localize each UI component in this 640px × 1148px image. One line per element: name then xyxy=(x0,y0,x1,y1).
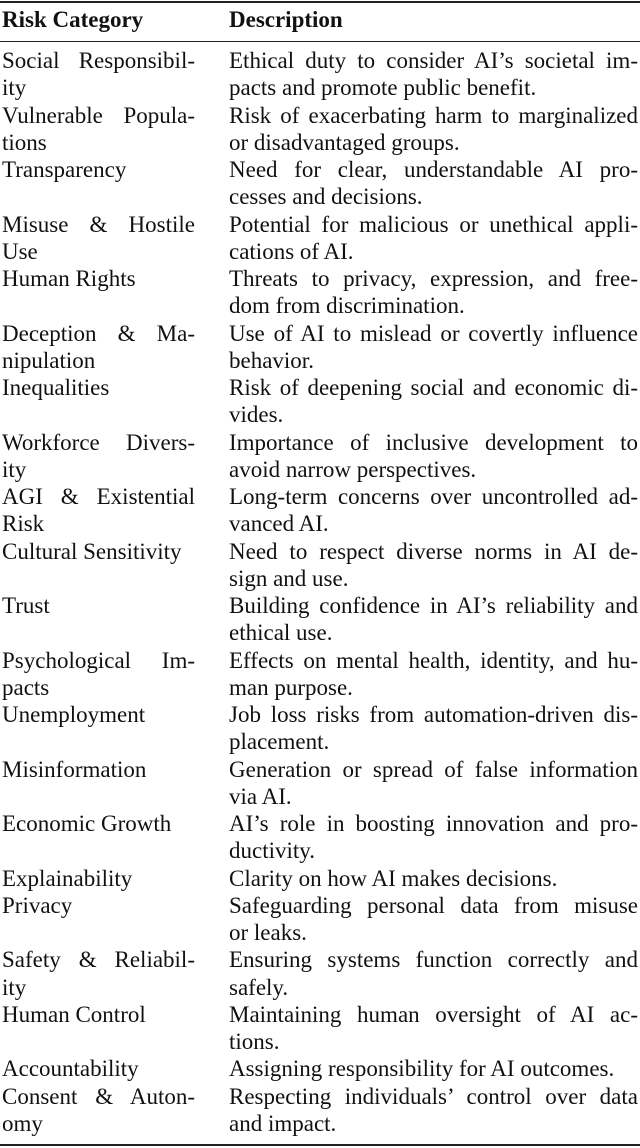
description-line: safely. xyxy=(229,974,289,1000)
description-line: tions. xyxy=(229,1029,280,1054)
risk-category-cell xyxy=(2,865,195,892)
risk-category-cell xyxy=(2,592,195,647)
description-cell xyxy=(229,320,638,375)
category-line: AGI & Existential xyxy=(2,484,195,509)
table-row xyxy=(0,320,640,375)
description-cell xyxy=(229,701,638,756)
description-cell xyxy=(229,374,638,429)
description-line: or leaks. xyxy=(229,920,307,945)
description-line: Risk of exacerbating harm to marginalized xyxy=(229,102,638,128)
risk-category-cell xyxy=(2,320,195,375)
category-line: Transparency xyxy=(2,157,127,182)
table-row xyxy=(0,265,640,320)
category-line: Human Control xyxy=(2,1001,146,1027)
description-cell xyxy=(229,265,638,320)
table-row xyxy=(0,538,640,593)
table-row xyxy=(0,211,640,266)
description-cell xyxy=(229,156,638,211)
risk-category-cell xyxy=(2,483,195,538)
category-line xyxy=(2,837,195,864)
description-line: ductivity. xyxy=(229,838,316,864)
category-line: Vulnerable Popula- xyxy=(2,102,195,128)
description-line: Importance of inclusive development to xyxy=(229,429,638,455)
description-line: Use of AI to mislead or covertly influence xyxy=(229,320,638,346)
description-line: or disadvantaged groups. xyxy=(229,129,460,155)
category-line xyxy=(2,1028,195,1055)
category-line: Risk xyxy=(2,511,45,537)
description-cell xyxy=(229,1083,638,1138)
category-line: Trust xyxy=(2,593,50,618)
table-row xyxy=(0,156,640,211)
category-line xyxy=(2,619,195,646)
description-line: avoid narrow perspectives. xyxy=(229,456,477,482)
description-cell xyxy=(229,756,638,811)
description-cell xyxy=(229,1001,638,1056)
description-cell xyxy=(229,102,638,157)
description-line: via AI. xyxy=(229,783,292,809)
description-cell xyxy=(229,47,638,102)
description-cell xyxy=(229,892,638,947)
description-cell xyxy=(229,946,638,1001)
category-line xyxy=(2,292,195,319)
risk-category-cell xyxy=(2,756,195,811)
header-description: Description xyxy=(229,7,343,32)
risk-category-cell xyxy=(2,211,195,266)
category-line xyxy=(2,728,195,755)
category-line: Psychological Im- xyxy=(2,647,195,673)
risk-category-cell xyxy=(2,102,195,157)
description-line: Risk of deepening social and economic di- xyxy=(229,375,638,400)
table-row xyxy=(0,756,640,811)
description-line: dom from discrimination. xyxy=(229,293,465,319)
description-line: Long-term concerns over uncontrolled ad- xyxy=(229,484,638,509)
description-line: cesses and decisions. xyxy=(229,184,423,210)
description-line: Need to respect diverse norms in AI de- xyxy=(229,538,638,564)
category-line: Accountability xyxy=(2,1056,139,1082)
category-line: Privacy xyxy=(2,892,73,918)
risk-category-cell xyxy=(2,701,195,756)
description-cell xyxy=(229,483,638,538)
description-line: man purpose. xyxy=(229,674,353,700)
risk-category-cell xyxy=(2,1001,195,1056)
description-cell xyxy=(229,1055,638,1082)
description-line: behavior. xyxy=(229,347,314,373)
risk-category-cell xyxy=(2,47,195,102)
description-cell xyxy=(229,592,638,647)
category-line: Misinformation xyxy=(2,756,147,782)
description-line: AI’s role in boosting innovation and pro- xyxy=(229,811,638,836)
category-line: Safety & Reliabil- xyxy=(2,947,195,973)
category-line: ity xyxy=(2,456,27,482)
table-row xyxy=(0,1001,640,1056)
description-cell xyxy=(229,865,638,892)
table-row xyxy=(0,647,640,702)
category-line xyxy=(2,919,195,946)
header-rule xyxy=(0,41,640,42)
description-cell xyxy=(229,429,638,484)
risk-category-cell xyxy=(2,1055,195,1082)
description-line: Generation or spread of false information xyxy=(229,756,638,782)
category-line: Consent & Auton- xyxy=(2,1083,195,1109)
risk-category-cell xyxy=(2,647,195,702)
category-line: tions xyxy=(2,129,47,155)
category-line xyxy=(2,401,195,428)
category-line: pacts xyxy=(2,674,50,700)
risk-category-cell xyxy=(2,429,195,484)
description-line: vanced AI. xyxy=(229,511,329,537)
description-line: sign and use. xyxy=(229,565,349,591)
table-body xyxy=(0,47,640,1137)
description-line: Assigning responsibility for AI outcomes. xyxy=(229,1056,615,1082)
description-line: Potential for malicious or unethical appli- xyxy=(229,211,638,237)
category-line: Workforce Divers- xyxy=(2,429,195,455)
risk-category-cell xyxy=(2,810,195,865)
category-line: Inequalities xyxy=(2,375,110,400)
category-line: Human Rights xyxy=(2,266,136,291)
category-line: Cultural Sensitivity xyxy=(2,538,182,564)
description-line: Safeguarding personal data from misuse xyxy=(229,892,638,918)
category-line xyxy=(2,565,195,592)
table-row xyxy=(0,483,640,538)
description-line: Ethical duty to consider AI’s societal im- xyxy=(229,48,638,73)
table-row xyxy=(0,1083,640,1138)
description-line: Job loss risks from automation-driven dis- xyxy=(229,702,638,727)
category-line: Explainability xyxy=(2,865,133,891)
table-row xyxy=(0,1055,640,1082)
description-line: and impact. xyxy=(229,1110,337,1136)
description-line: Need for clear, understandable AI pro- xyxy=(229,157,638,182)
table-row xyxy=(0,701,640,756)
description-line: vides. xyxy=(229,402,284,428)
category-line xyxy=(2,783,195,810)
table-row xyxy=(0,47,640,102)
table-row xyxy=(0,946,640,1001)
category-line: Misuse & Hostile xyxy=(2,211,195,237)
description-cell xyxy=(229,211,638,266)
category-line: omy xyxy=(2,1110,43,1136)
category-line: ity xyxy=(2,974,27,1000)
risk-category-cell xyxy=(2,946,195,1001)
risk-category-cell xyxy=(2,156,195,211)
description-line: Maintaining human oversight of AI ac- xyxy=(229,1001,638,1027)
description-line: Building confidence in AI’s reliability and xyxy=(229,593,638,618)
description-line: ethical use. xyxy=(229,620,333,646)
table-row xyxy=(0,865,640,892)
description-line: Clarity on how AI makes decisions. xyxy=(229,865,558,891)
table-row xyxy=(0,592,640,647)
table-row xyxy=(0,102,640,157)
category-line: Social Responsibil- xyxy=(2,48,195,73)
table-row xyxy=(0,892,640,947)
category-line: Unemployment xyxy=(2,702,146,727)
description-cell xyxy=(229,538,638,593)
table-row xyxy=(0,810,640,865)
description-line: cations of AI. xyxy=(229,238,354,264)
description-line: Ensuring systems function correctly and xyxy=(229,947,638,973)
top-rule xyxy=(0,1,640,3)
category-line: nipulation xyxy=(2,347,96,373)
risk-category-cell xyxy=(2,892,195,947)
risk-category-cell xyxy=(2,265,195,320)
header-risk-category: Risk Category xyxy=(2,7,144,32)
category-line: Deception & Ma- xyxy=(2,320,195,346)
description-line: Respecting individuals’ control over data xyxy=(229,1083,638,1109)
risk-category-cell xyxy=(2,1083,195,1138)
description-line: Threats to privacy, expression, and free- xyxy=(229,266,638,291)
category-line xyxy=(2,183,195,210)
risk-category-cell xyxy=(2,538,195,593)
risk-category-cell xyxy=(2,374,195,429)
table-row xyxy=(0,429,640,484)
category-line: ity xyxy=(2,75,27,101)
category-line: Use xyxy=(2,238,38,264)
bottom-rule xyxy=(0,1144,640,1146)
category-line: Economic Growth xyxy=(2,811,172,836)
description-cell xyxy=(229,810,638,865)
description-line: pacts and promote public benefit. xyxy=(229,75,537,101)
description-cell xyxy=(229,647,638,702)
description-line: placement. xyxy=(229,729,330,755)
description-line: Effects on mental health, identity, and hu- xyxy=(229,647,638,673)
table-row xyxy=(0,374,640,429)
